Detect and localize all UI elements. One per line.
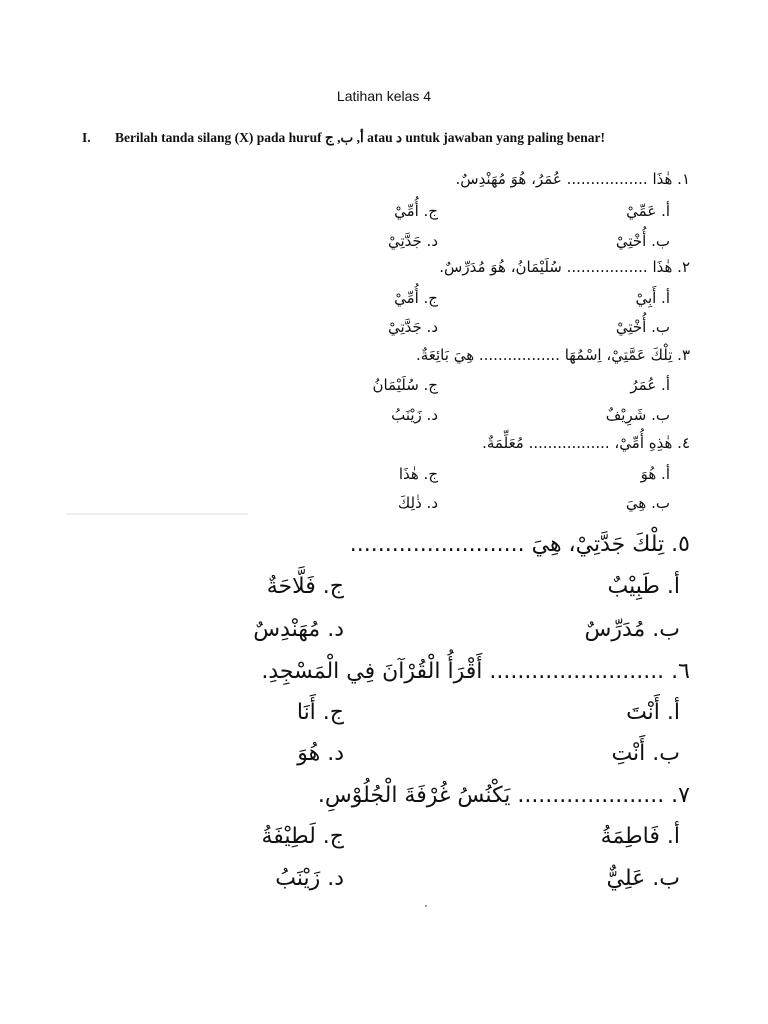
instruction-text: Berilah tanda silang (X) pada huruf أ, ب, ج atau د untuk jawaban yang paling benar!: [115, 130, 605, 145]
q5-option-c[interactable]: ج. فَلَّاحَةٌ: [266, 574, 344, 599]
q7-option-d[interactable]: د. زَيْنَبُ: [275, 866, 344, 891]
page-title: Latihan kelas 4: [336, 88, 432, 104]
q5-option-a[interactable]: أ. طَبِيْبٌ: [607, 574, 680, 599]
q7-option-b[interactable]: ب. عَلِيٌّ: [606, 866, 680, 891]
q2-option-a[interactable]: أ. أَبِيْ: [635, 289, 670, 307]
q6-option-b[interactable]: ب. أَنْتِ: [611, 741, 680, 766]
q7-option-c[interactable]: ج. لَطِيْفَةُ: [261, 824, 344, 849]
q1-option-a[interactable]: أ. عَمِّيْ: [626, 202, 670, 220]
question-4: ٤. هٰذِهِ أُمِّيْ، ................. مُعَلِّمَةٌ.: [482, 434, 690, 452]
q4-option-c[interactable]: ج. هٰذَا: [398, 465, 438, 483]
question-2: ٢. هٰذَا ................. سُلَيْمَانُ، هُوَ مُدَرِّسٌ.: [439, 258, 690, 276]
question-6: ٦. ......................... أَقْرَأُ الْقُرْآنَ فِي الْمَسْجِدِ.: [261, 659, 690, 684]
question-3: ٣. تِلْكَ عَمَّتِيْ، اِسْمُهَا ................. هِيَ بَائِعَةٌ.: [415, 346, 690, 364]
q1-option-d[interactable]: د. جَدَّتِيْ: [387, 232, 438, 250]
q3-option-c[interactable]: ج. سُلَيْمَانُ: [372, 376, 438, 394]
q1-option-c[interactable]: ج. أُمِّيْ: [394, 202, 438, 220]
q2-option-d[interactable]: د. جَدَّتِيْ: [387, 318, 438, 336]
q5-option-d[interactable]: د. مُهَنْدِسٌ: [253, 617, 344, 642]
scan-speck: [425, 905, 427, 907]
q4-option-d[interactable]: د. ذٰلِكَ: [397, 494, 438, 512]
section-number: I.: [82, 130, 91, 145]
instruction: [82, 124, 692, 152]
scan-divider: [66, 513, 248, 515]
q7-option-a[interactable]: أ. فَاطِمَةُ: [600, 824, 680, 849]
q3-option-d[interactable]: د. زَيْنَبُ: [391, 406, 438, 424]
question-5: ٥. تِلْكَ جَدَّتِيْ، هِيَ .........................: [349, 532, 690, 557]
q4-option-b[interactable]: ب. هِيَ: [625, 494, 670, 512]
q4-option-a[interactable]: أ. هُوَ: [640, 465, 670, 483]
q5-option-b[interactable]: ب. مُدَرِّسٌ: [584, 617, 680, 642]
q6-option-a[interactable]: أ. أَنْتَ: [626, 700, 680, 725]
question-7: ٧. ..................... يَكْنُسُ غُرْفَةَ الْجُلُوْسِ.: [317, 783, 690, 808]
q6-option-d[interactable]: د. هُوَ: [297, 741, 344, 766]
question-1: ١. هٰذَا ................. عُمَرُ، هُوَ مُهَنْدِسٌ.: [455, 170, 690, 188]
q2-option-c[interactable]: ج. أُمِّيْ: [394, 289, 438, 307]
q3-option-b[interactable]: ب. شَرِيْفٌ: [605, 406, 670, 424]
q3-option-a[interactable]: أ. عُمَرُ: [630, 376, 670, 394]
q1-option-b[interactable]: ب. أُخْتِيْ: [615, 232, 670, 250]
q2-option-b[interactable]: ب. أُخْتِيْ: [615, 318, 670, 336]
q6-option-c[interactable]: ج. أَنَا: [296, 700, 344, 725]
